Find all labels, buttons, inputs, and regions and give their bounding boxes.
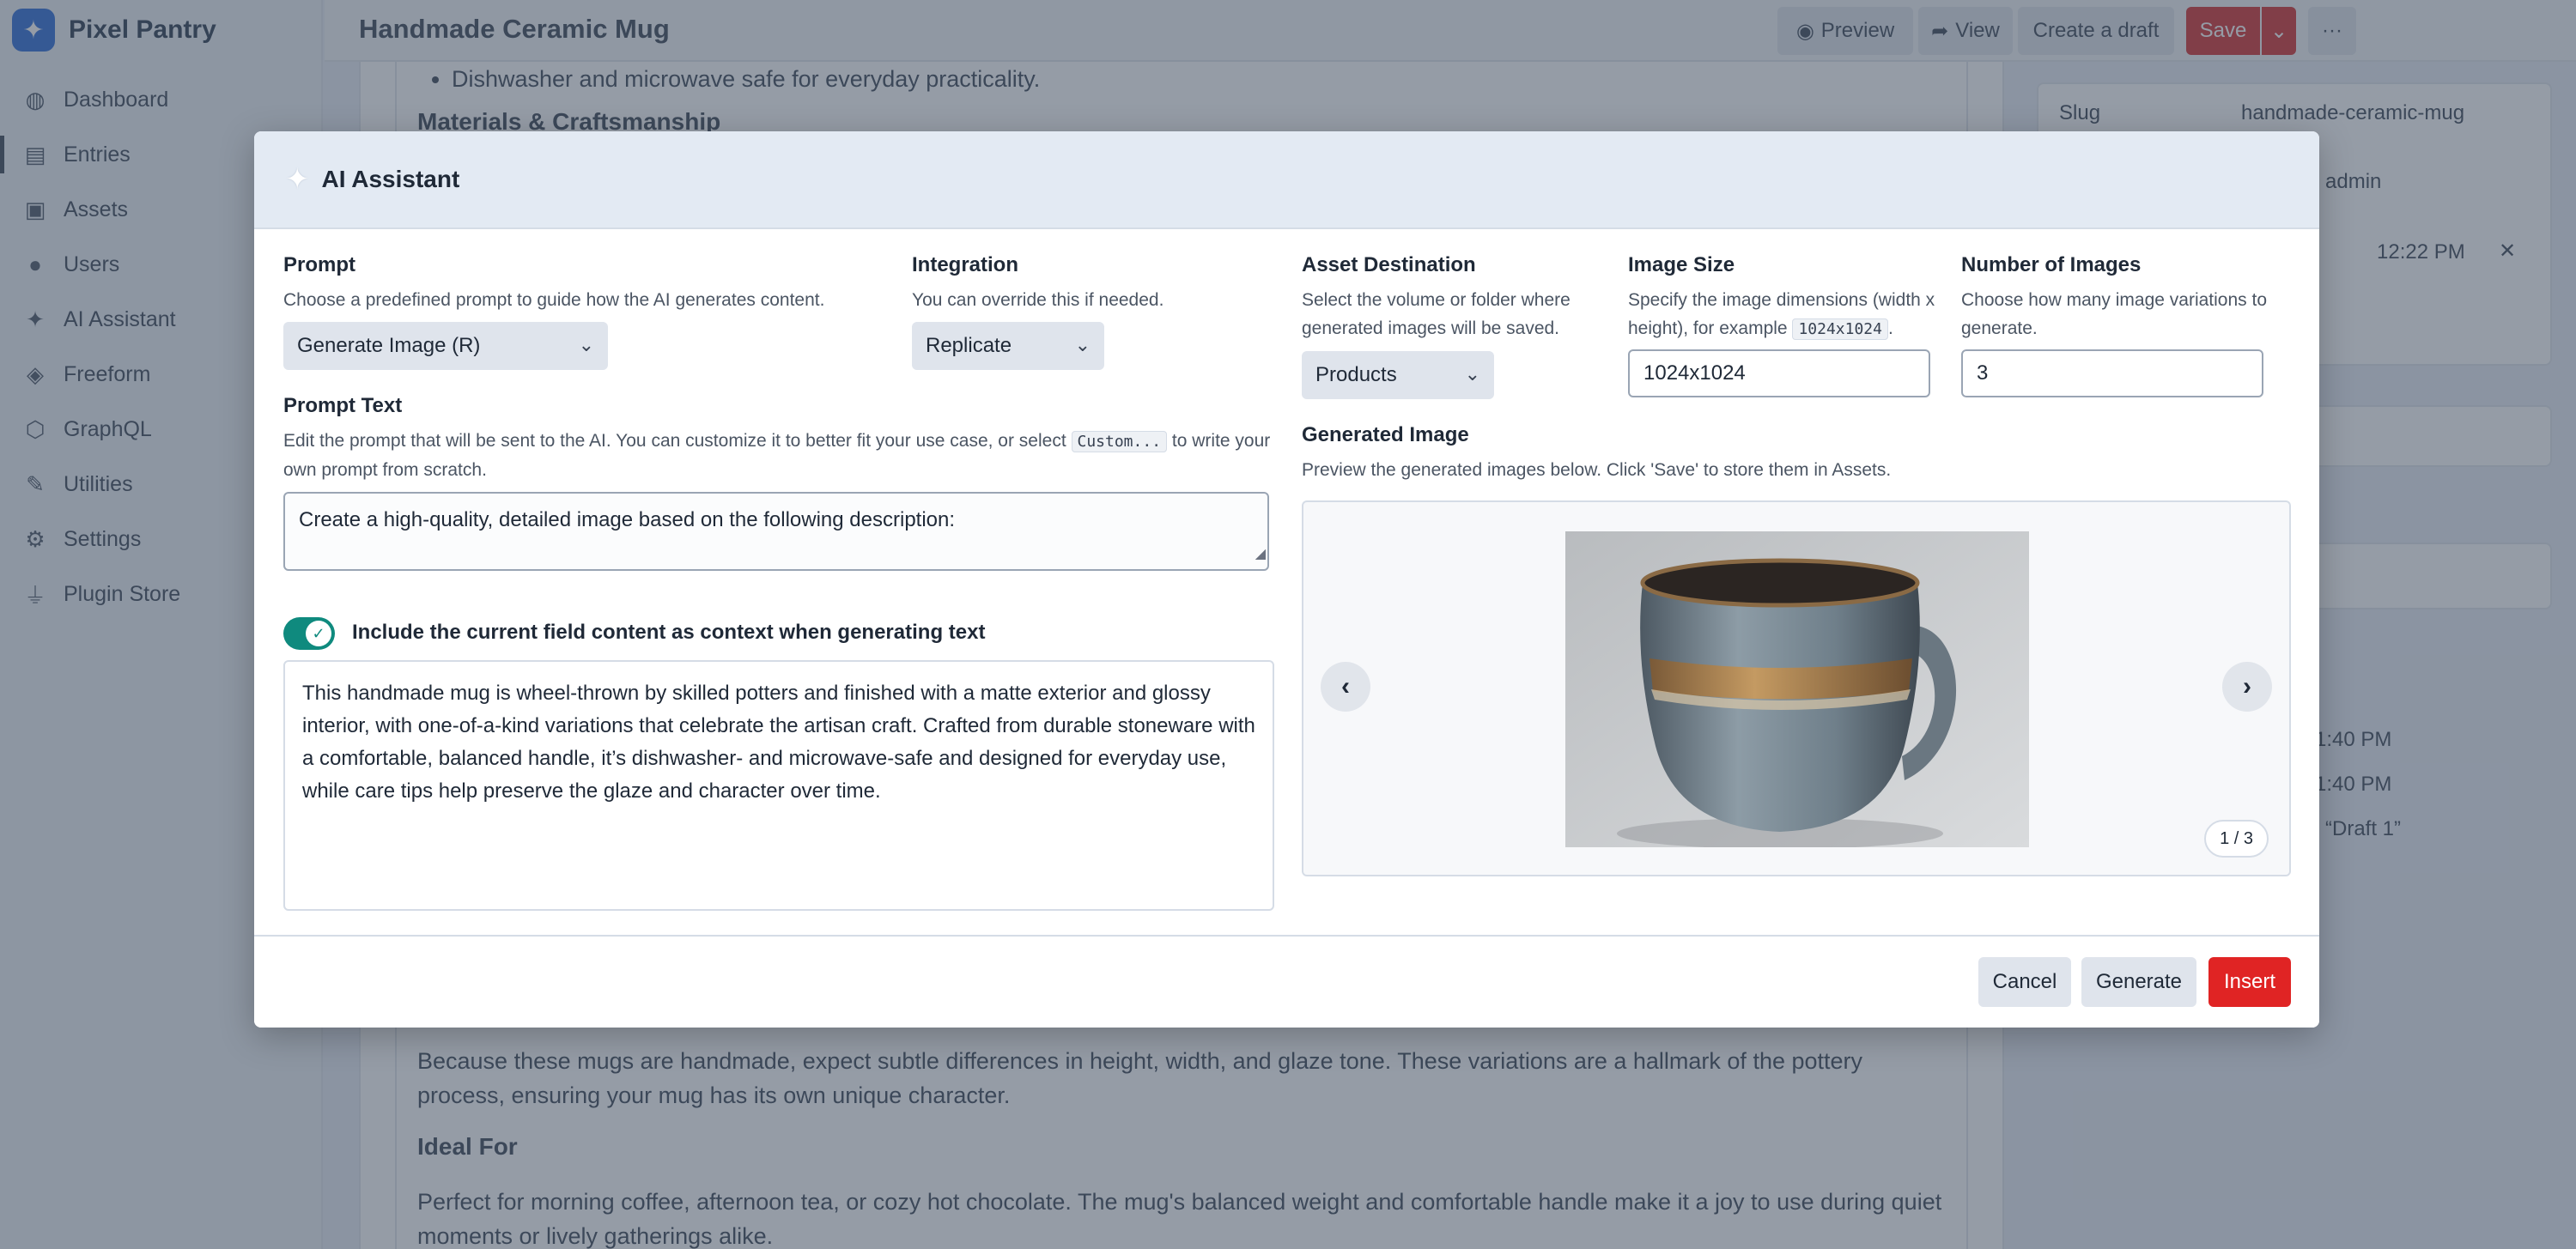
chevron-down-icon: ⌄ [1074,334,1091,355]
prompt-hint: Choose a predefined prompt to guide how the AI generates content. [283,290,825,310]
chevron-down-icon: ⌄ [1464,363,1480,385]
prompt-text-textarea[interactable]: Create a high-quality, detailed image based on the following description: ◢ [283,492,1269,571]
modal-header [254,131,2319,229]
number-of-images-input[interactable]: 3 [1961,349,2263,397]
cancel-button[interactable]: Cancel [1978,957,2071,1007]
number-of-images-label: Number of Images [1961,253,2142,276]
integration-hint: You can override this if needed. [912,290,1164,310]
integration-label: Integration [912,253,1018,276]
prompt-text-label: Prompt Text [283,394,403,417]
chevron-down-icon: ⌄ [578,334,594,355]
include-context-label: Include the current field content as context when generating text [352,621,986,644]
chevron-left-icon: ‹ [1341,672,1350,700]
image-preview-carousel [1302,500,2291,876]
next-image-button[interactable] [2222,662,2272,712]
previous-image-button[interactable] [1321,662,1370,712]
integration-select[interactable]: Replicate ⌄ [912,322,1104,370]
image-size-label: Image Size [1628,253,1735,276]
image-size-hint: Specify the image dimensions (width x height), for example 1024x1024 . [1628,290,1935,338]
sparkle-icon: ✦ [285,163,310,196]
modal-footer [254,935,2319,1028]
chevron-right-icon: › [2243,672,2251,700]
modal-title: AI Assistant [321,166,460,192]
generated-image-hint: Preview the generated images below. Click 'Save' to store them in Assets. [1302,460,1892,480]
resize-handle-icon[interactable]: ◢ [1255,547,1266,561]
check-icon: ✓ [306,621,331,646]
generated-image-label: Generated Image [1302,423,1469,446]
prompt-text-hint: Edit the prompt that will be sent to the AI. You can customize it to better fit your use case, or select Custom... to write your own prompt from scratch. [283,431,1271,480]
context-content: This handmade mug is wheel-thrown by skilled potters and finished with a matte exterior and glossy interior, with one-of-a-kind variations that celebrate the artisan craft. Crafted from durable stoneware with a comfortable, balanced handle, it’s dishwasher- and microwave-safe and designed for everyday use, while care tips help preserve the glaze and character over time. [283,660,1274,911]
asset-destination-hint: Select the volume or folder where generated images will be saved. [1302,290,1571,338]
asset-destination-label: Asset Destination [1302,253,1476,276]
asset-destination-select[interactable]: Products ⌄ [1302,351,1494,399]
image-counter: 1 / 3 [2204,820,2269,858]
generate-button[interactable]: Generate [2081,957,2196,1007]
number-of-images-hint: Choose how many image variations to generate. [1961,290,2268,338]
ai-assistant-modal [254,131,2319,1028]
insert-button[interactable]: Insert [2208,957,2291,1007]
image-size-input[interactable]: 1024x1024 [1628,349,1930,397]
prompt-label: Prompt [283,253,355,276]
generated-mug-image [1565,531,2029,847]
prompt-select[interactable]: Generate Image (R) ⌄ [283,322,608,370]
include-context-toggle[interactable] [283,617,335,650]
